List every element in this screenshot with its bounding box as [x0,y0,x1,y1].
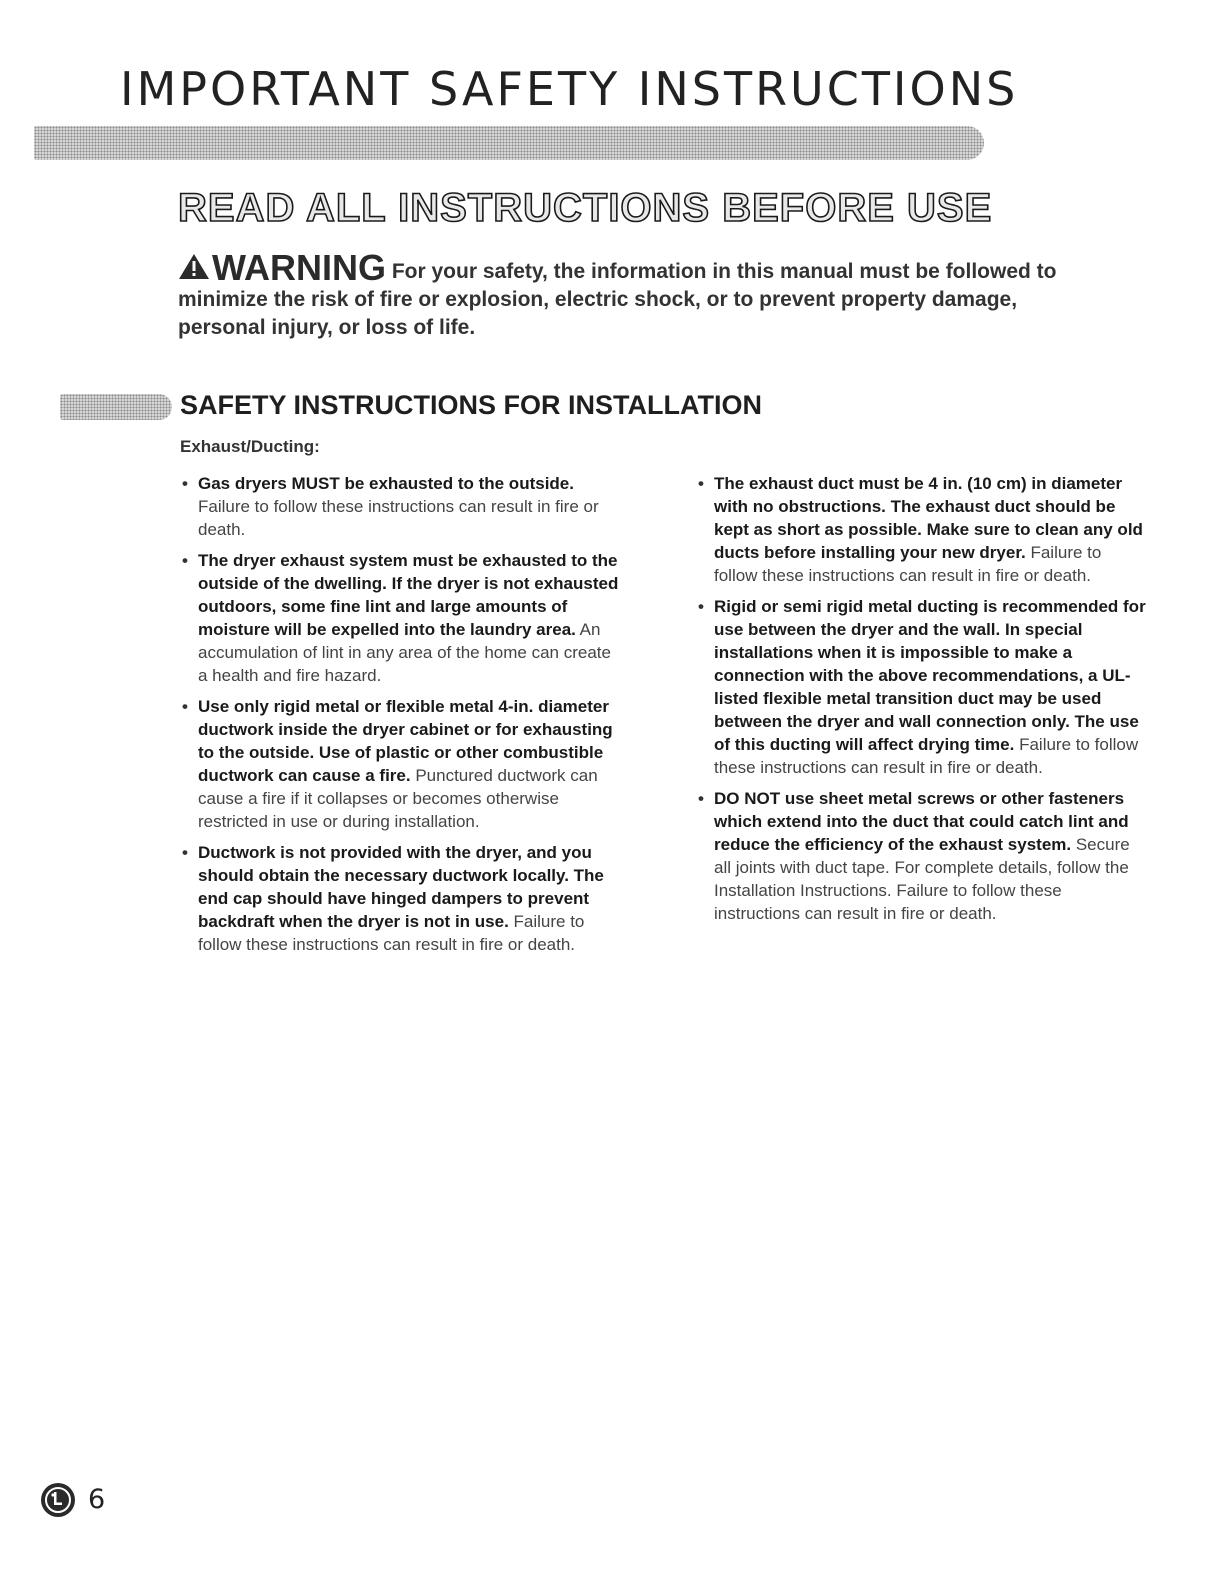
bullet-normal-text: Failure to follow these instructions can result in fire or death. [198,497,599,539]
bullet-icon: • [182,697,188,716]
bullet-bold-text: Rigid or semi rigid metal ducting is recommended for use between the dryer and the wall. In special installations when it is impossible to make a connection with the above recommendations, a UL-listed flexible metal transition duct may be used between the dryer and wall connection only. The use of this ducting will affect drying time. [714,597,1146,754]
page-title: IMPORTANT SAFETY INSTRUCTIONS [120,62,1019,116]
list-item [696,472,1146,587]
list-item [180,841,620,956]
bullet-bold-text: DO NOT use sheet metal screws or other fasteners which extend into the duct that could catch lint and reduce the efficiency of the exhaust system. [714,789,1129,854]
bullet-normal-text: An accumulation of lint in any area of the home can create a health and fire hazard. [198,620,611,685]
bullet-normal-text: Failure to follow these instructions can result in fire or death. [714,735,1139,777]
bullet-normal-text: Failure to follow these instructions can result in fire or death. [198,912,585,954]
bullet-icon: • [698,789,704,808]
section-decorative-band [60,394,172,420]
bullet-bold-text: Ductwork is not provided with the dryer, and you should obtain the necessary ductwork locally. The end cap should have hinged dampers to prevent backdraft when the dryer is not in use. [198,843,604,931]
subsection-title: Exhaust/Ducting: [180,437,320,456]
bullet-bold-text: The dryer exhaust system must be exhausted to the outside of the dwelling. If the dryer is not exhausted outdoors, some fine lint and large amounts of moisture will be expelled into the laundry area. [198,551,619,639]
lg-logo-icon [40,1482,76,1518]
bullet-icon: • [698,474,704,493]
bullet-icon: • [182,843,188,862]
bullet-icon: • [698,597,704,616]
read-all-heading: READ ALL INSTRUCTIONS BEFORE USE [178,186,993,230]
list-item [696,787,1146,925]
list-item [180,695,620,833]
list-item [180,549,620,687]
list-item [180,472,620,541]
bullet-bold-text: The exhaust duct must be 4 in. (10 cm) in diameter with no obstructions. The exhaust duct should be kept as short as possible. Make sure to clean any old ducts before installing your new dryer. [714,474,1143,562]
right-column [696,472,1146,933]
warning-block [178,247,1068,342]
bullet-normal-text: Failure to follow these instructions can result in fire or death. [714,543,1102,585]
bullet-normal-text: Secure all joints with duct tape. For complete details, follow the Installation Instructions. Failure to follow these instructions can result in fire or death. [714,835,1130,923]
page-number: 6 [88,1484,106,1515]
bullet-icon: • [182,474,188,493]
list-item [696,595,1146,779]
warning-text: For your safety, the information in this manual must be followed to minimize the risk of fire or explosion, electric shock, or to prevent property damage, personal injury, or loss of life. [178,260,1057,339]
title-decorative-band [34,126,984,160]
warning-label: WARNING [212,247,386,288]
warning-triangle-icon [178,252,210,280]
bullet-icon: • [182,551,188,570]
bullet-normal-text: Punctured ductwork can cause a fire if it collapses or becomes otherwise restricted in use or during installation. [198,766,598,831]
bullet-bold-text: Gas dryers MUST be exhausted to the outside. [198,474,574,493]
section-title: SAFETY INSTRUCTIONS FOR INSTALLATION [180,390,762,420]
left-column [180,472,620,964]
bullet-bold-text: Use only rigid metal or flexible metal 4-in. diameter ductwork inside the dryer cabinet or for exhausting to the outside. Use of plastic or other combustible ductwork can cause a fire. [198,697,613,785]
